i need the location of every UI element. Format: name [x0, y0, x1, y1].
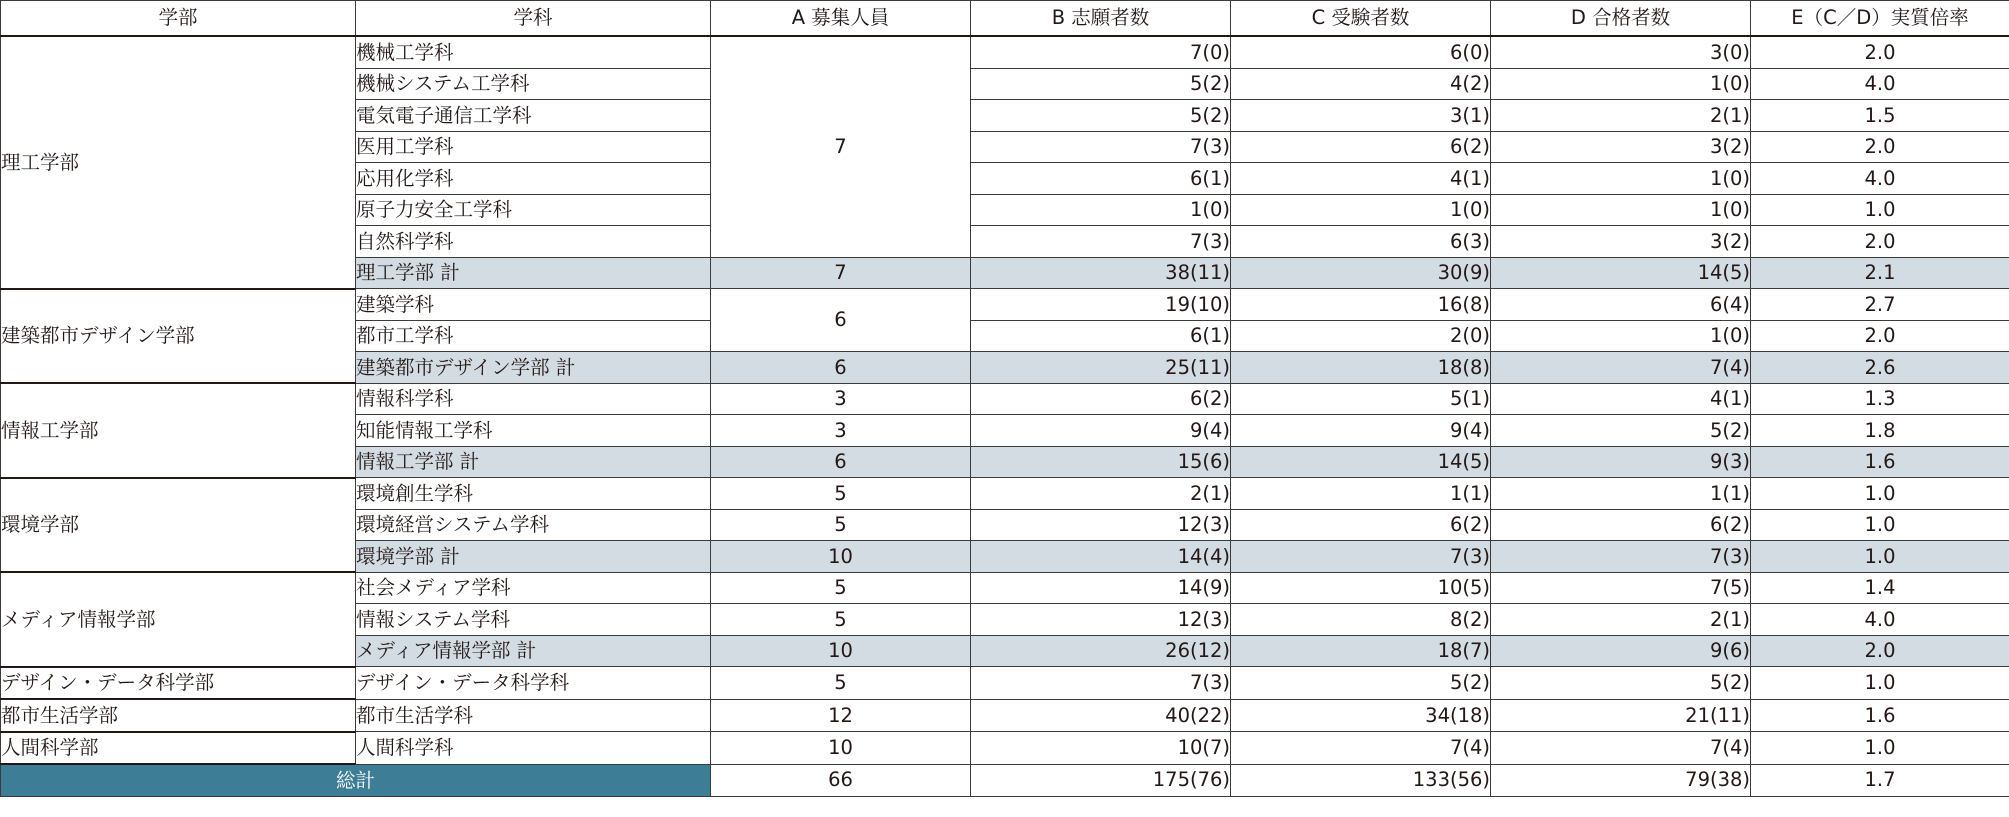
faculty-name: 建築都市デザイン学部	[1, 289, 356, 384]
ratio: 1.6	[1751, 699, 2009, 732]
quota: 3	[711, 383, 971, 415]
department-name: 原子力安全工学科	[356, 194, 711, 226]
applicants: 40(22)	[971, 699, 1231, 732]
passed: 6(4)	[1491, 289, 1751, 321]
department-name: 社会メディア学科	[356, 572, 711, 604]
passed: 7(5)	[1491, 572, 1751, 604]
examinees: 2(0)	[1231, 320, 1491, 352]
subtotal-label: 建築都市デザイン学部 計	[356, 352, 711, 384]
table-row	[1, 478, 2009, 510]
subtotal-applicants: 38(11)	[971, 257, 1231, 289]
faculty-name: 人間科学部	[1, 732, 356, 765]
department-name: 知能情報工学科	[356, 415, 711, 447]
quota: 3	[711, 415, 971, 447]
applicants: 7(3)	[971, 131, 1231, 163]
ratio: 1.4	[1751, 572, 2009, 604]
applicants: 5(2)	[971, 100, 1231, 132]
faculty-name: 環境学部	[1, 478, 356, 573]
passed: 3(2)	[1491, 131, 1751, 163]
header-row	[1, 1, 2009, 37]
passed: 7(4)	[1491, 732, 1751, 765]
department-name: 都市生活学科	[356, 699, 711, 732]
subtotal-quota: 6	[711, 352, 971, 384]
quota: 5	[711, 667, 971, 700]
subtotal-examinees: 30(9)	[1231, 257, 1491, 289]
subtotal-passed: 9(3)	[1491, 446, 1751, 478]
quota-shared: 7	[711, 36, 971, 257]
quota: 5	[711, 478, 971, 510]
examinees: 9(4)	[1231, 415, 1491, 447]
ratio: 1.0	[1751, 667, 2009, 700]
faculty-name: メディア情報学部	[1, 572, 356, 667]
applicants: 7(3)	[971, 226, 1231, 258]
examinees: 6(2)	[1231, 131, 1491, 163]
ratio: 2.0	[1751, 131, 2009, 163]
applicants: 10(7)	[971, 732, 1231, 765]
subtotal-examinees: 14(5)	[1231, 446, 1491, 478]
subtotal-examinees: 18(8)	[1231, 352, 1491, 384]
subtotal-quota: 6	[711, 446, 971, 478]
examinees: 8(2)	[1231, 604, 1491, 636]
applicants: 12(3)	[971, 604, 1231, 636]
ratio: 1.0	[1751, 478, 2009, 510]
subtotal-ratio: 1.6	[1751, 446, 2009, 478]
header-quota: A 募集人員	[711, 1, 971, 37]
department-name: 情報システム学科	[356, 604, 711, 636]
passed: 1(0)	[1491, 320, 1751, 352]
header-passed: D 合格者数	[1491, 1, 1751, 37]
ratio: 1.3	[1751, 383, 2009, 415]
department-name: 電気電子通信工学科	[356, 100, 711, 132]
grand-total-row	[1, 764, 2009, 796]
ratio: 4.0	[1751, 68, 2009, 100]
quota: 12	[711, 699, 971, 732]
passed: 1(0)	[1491, 163, 1751, 195]
department-name: 建築学科	[356, 289, 711, 321]
examinees: 7(4)	[1231, 732, 1491, 765]
department-name: 人間科学科	[356, 732, 711, 765]
passed: 21(11)	[1491, 699, 1751, 732]
applicants: 6(2)	[971, 383, 1231, 415]
department-name: 都市工学科	[356, 320, 711, 352]
quota: 5	[711, 509, 971, 541]
subtotal-quota: 10	[711, 541, 971, 573]
ratio: 2.0	[1751, 36, 2009, 68]
subtotal-applicants: 26(12)	[971, 635, 1231, 667]
applicants: 9(4)	[971, 415, 1231, 447]
subtotal-ratio: 2.1	[1751, 257, 2009, 289]
grand-total-quota: 66	[711, 764, 971, 796]
examinees: 4(2)	[1231, 68, 1491, 100]
passed: 6(2)	[1491, 509, 1751, 541]
applicants: 2(1)	[971, 478, 1231, 510]
quota-shared: 6	[711, 289, 971, 352]
examinees: 5(2)	[1231, 667, 1491, 700]
grand-total-applicants: 175(76)	[971, 764, 1231, 796]
quota: 5	[711, 604, 971, 636]
header-ratio: E（C／D）実質倍率	[1751, 1, 2009, 37]
subtotal-label: 理工学部 計	[356, 257, 711, 289]
examinees: 3(1)	[1231, 100, 1491, 132]
examinees: 6(3)	[1231, 226, 1491, 258]
applicants: 6(1)	[971, 163, 1231, 195]
ratio: 1.0	[1751, 509, 2009, 541]
faculty-name: 理工学部	[1, 36, 356, 289]
subtotal-applicants: 14(4)	[971, 541, 1231, 573]
examinees: 6(2)	[1231, 509, 1491, 541]
examinees: 6(0)	[1231, 36, 1491, 68]
grand-total-examinees: 133(56)	[1231, 764, 1491, 796]
header-examinees: C 受験者数	[1231, 1, 1491, 37]
table-row	[1, 36, 2009, 68]
passed: 3(0)	[1491, 36, 1751, 68]
table-row	[1, 383, 2009, 415]
table-body	[1, 36, 2009, 796]
examinees: 1(1)	[1231, 478, 1491, 510]
quota: 5	[711, 572, 971, 604]
applicants: 14(9)	[971, 572, 1231, 604]
subtotal-applicants: 15(6)	[971, 446, 1231, 478]
applicants: 12(3)	[971, 509, 1231, 541]
subtotal-passed: 7(4)	[1491, 352, 1751, 384]
subtotal-label: 環境学部 計	[356, 541, 711, 573]
subtotal-passed: 14(5)	[1491, 257, 1751, 289]
ratio: 4.0	[1751, 604, 2009, 636]
department-name: 情報科学科	[356, 383, 711, 415]
ratio: 1.5	[1751, 100, 2009, 132]
passed: 3(2)	[1491, 226, 1751, 258]
department-name: 環境創生学科	[356, 478, 711, 510]
applicants: 1(0)	[971, 194, 1231, 226]
subtotal-ratio: 1.0	[1751, 541, 2009, 573]
examinees: 5(1)	[1231, 383, 1491, 415]
applicants: 5(2)	[971, 68, 1231, 100]
passed: 1(1)	[1491, 478, 1751, 510]
applicants: 7(3)	[971, 667, 1231, 700]
subtotal-passed: 7(3)	[1491, 541, 1751, 573]
examinees: 1(0)	[1231, 194, 1491, 226]
table-row	[1, 572, 2009, 604]
header-faculty: 学部	[1, 1, 356, 37]
applicants: 6(1)	[971, 320, 1231, 352]
department-name: 機械システム工学科	[356, 68, 711, 100]
ratio: 1.0	[1751, 194, 2009, 226]
subtotal-examinees: 7(3)	[1231, 541, 1491, 573]
ratio: 2.0	[1751, 226, 2009, 258]
examinees: 10(5)	[1231, 572, 1491, 604]
department-name: 自然科学科	[356, 226, 711, 258]
table-row	[1, 667, 2009, 700]
applicants: 19(10)	[971, 289, 1231, 321]
subtotal-passed: 9(6)	[1491, 635, 1751, 667]
ratio: 4.0	[1751, 163, 2009, 195]
department-name: デザイン・データ科学科	[356, 667, 711, 700]
subtotal-ratio: 2.6	[1751, 352, 2009, 384]
department-name: 医用工学科	[356, 131, 711, 163]
subtotal-quota: 7	[711, 257, 971, 289]
ratio: 1.0	[1751, 732, 2009, 765]
passed: 5(2)	[1491, 667, 1751, 700]
faculty-name: 都市生活学部	[1, 699, 356, 732]
quota: 10	[711, 732, 971, 765]
subtotal-ratio: 2.0	[1751, 635, 2009, 667]
ratio: 2.0	[1751, 320, 2009, 352]
department-name: 機械工学科	[356, 36, 711, 68]
subtotal-quota: 10	[711, 635, 971, 667]
subtotal-applicants: 25(11)	[971, 352, 1231, 384]
department-name: 環境経営システム学科	[356, 509, 711, 541]
department-name: 応用化学科	[356, 163, 711, 195]
passed: 1(0)	[1491, 68, 1751, 100]
faculty-name: デザイン・データ科学部	[1, 667, 356, 700]
header-applicants: B 志願者数	[971, 1, 1231, 37]
faculty-name: 情報工学部	[1, 383, 356, 478]
grand-total-ratio: 1.7	[1751, 764, 2009, 796]
ratio: 1.8	[1751, 415, 2009, 447]
passed: 1(0)	[1491, 194, 1751, 226]
table-row	[1, 699, 2009, 732]
examinees: 4(1)	[1231, 163, 1491, 195]
passed: 4(1)	[1491, 383, 1751, 415]
applicants: 7(0)	[971, 36, 1231, 68]
table-row	[1, 732, 2009, 765]
passed: 5(2)	[1491, 415, 1751, 447]
passed: 2(1)	[1491, 604, 1751, 636]
ratio: 2.7	[1751, 289, 2009, 321]
header-department: 学科	[356, 1, 711, 37]
table-row	[1, 289, 2009, 321]
subtotal-label: メディア情報学部 計	[356, 635, 711, 667]
grand-total-passed: 79(38)	[1491, 764, 1751, 796]
subtotal-label: 情報工学部 計	[356, 446, 711, 478]
subtotal-examinees: 18(7)	[1231, 635, 1491, 667]
examinees: 34(18)	[1231, 699, 1491, 732]
passed: 2(1)	[1491, 100, 1751, 132]
examinees: 16(8)	[1231, 289, 1491, 321]
grand-total-label: 総計	[1, 764, 711, 796]
